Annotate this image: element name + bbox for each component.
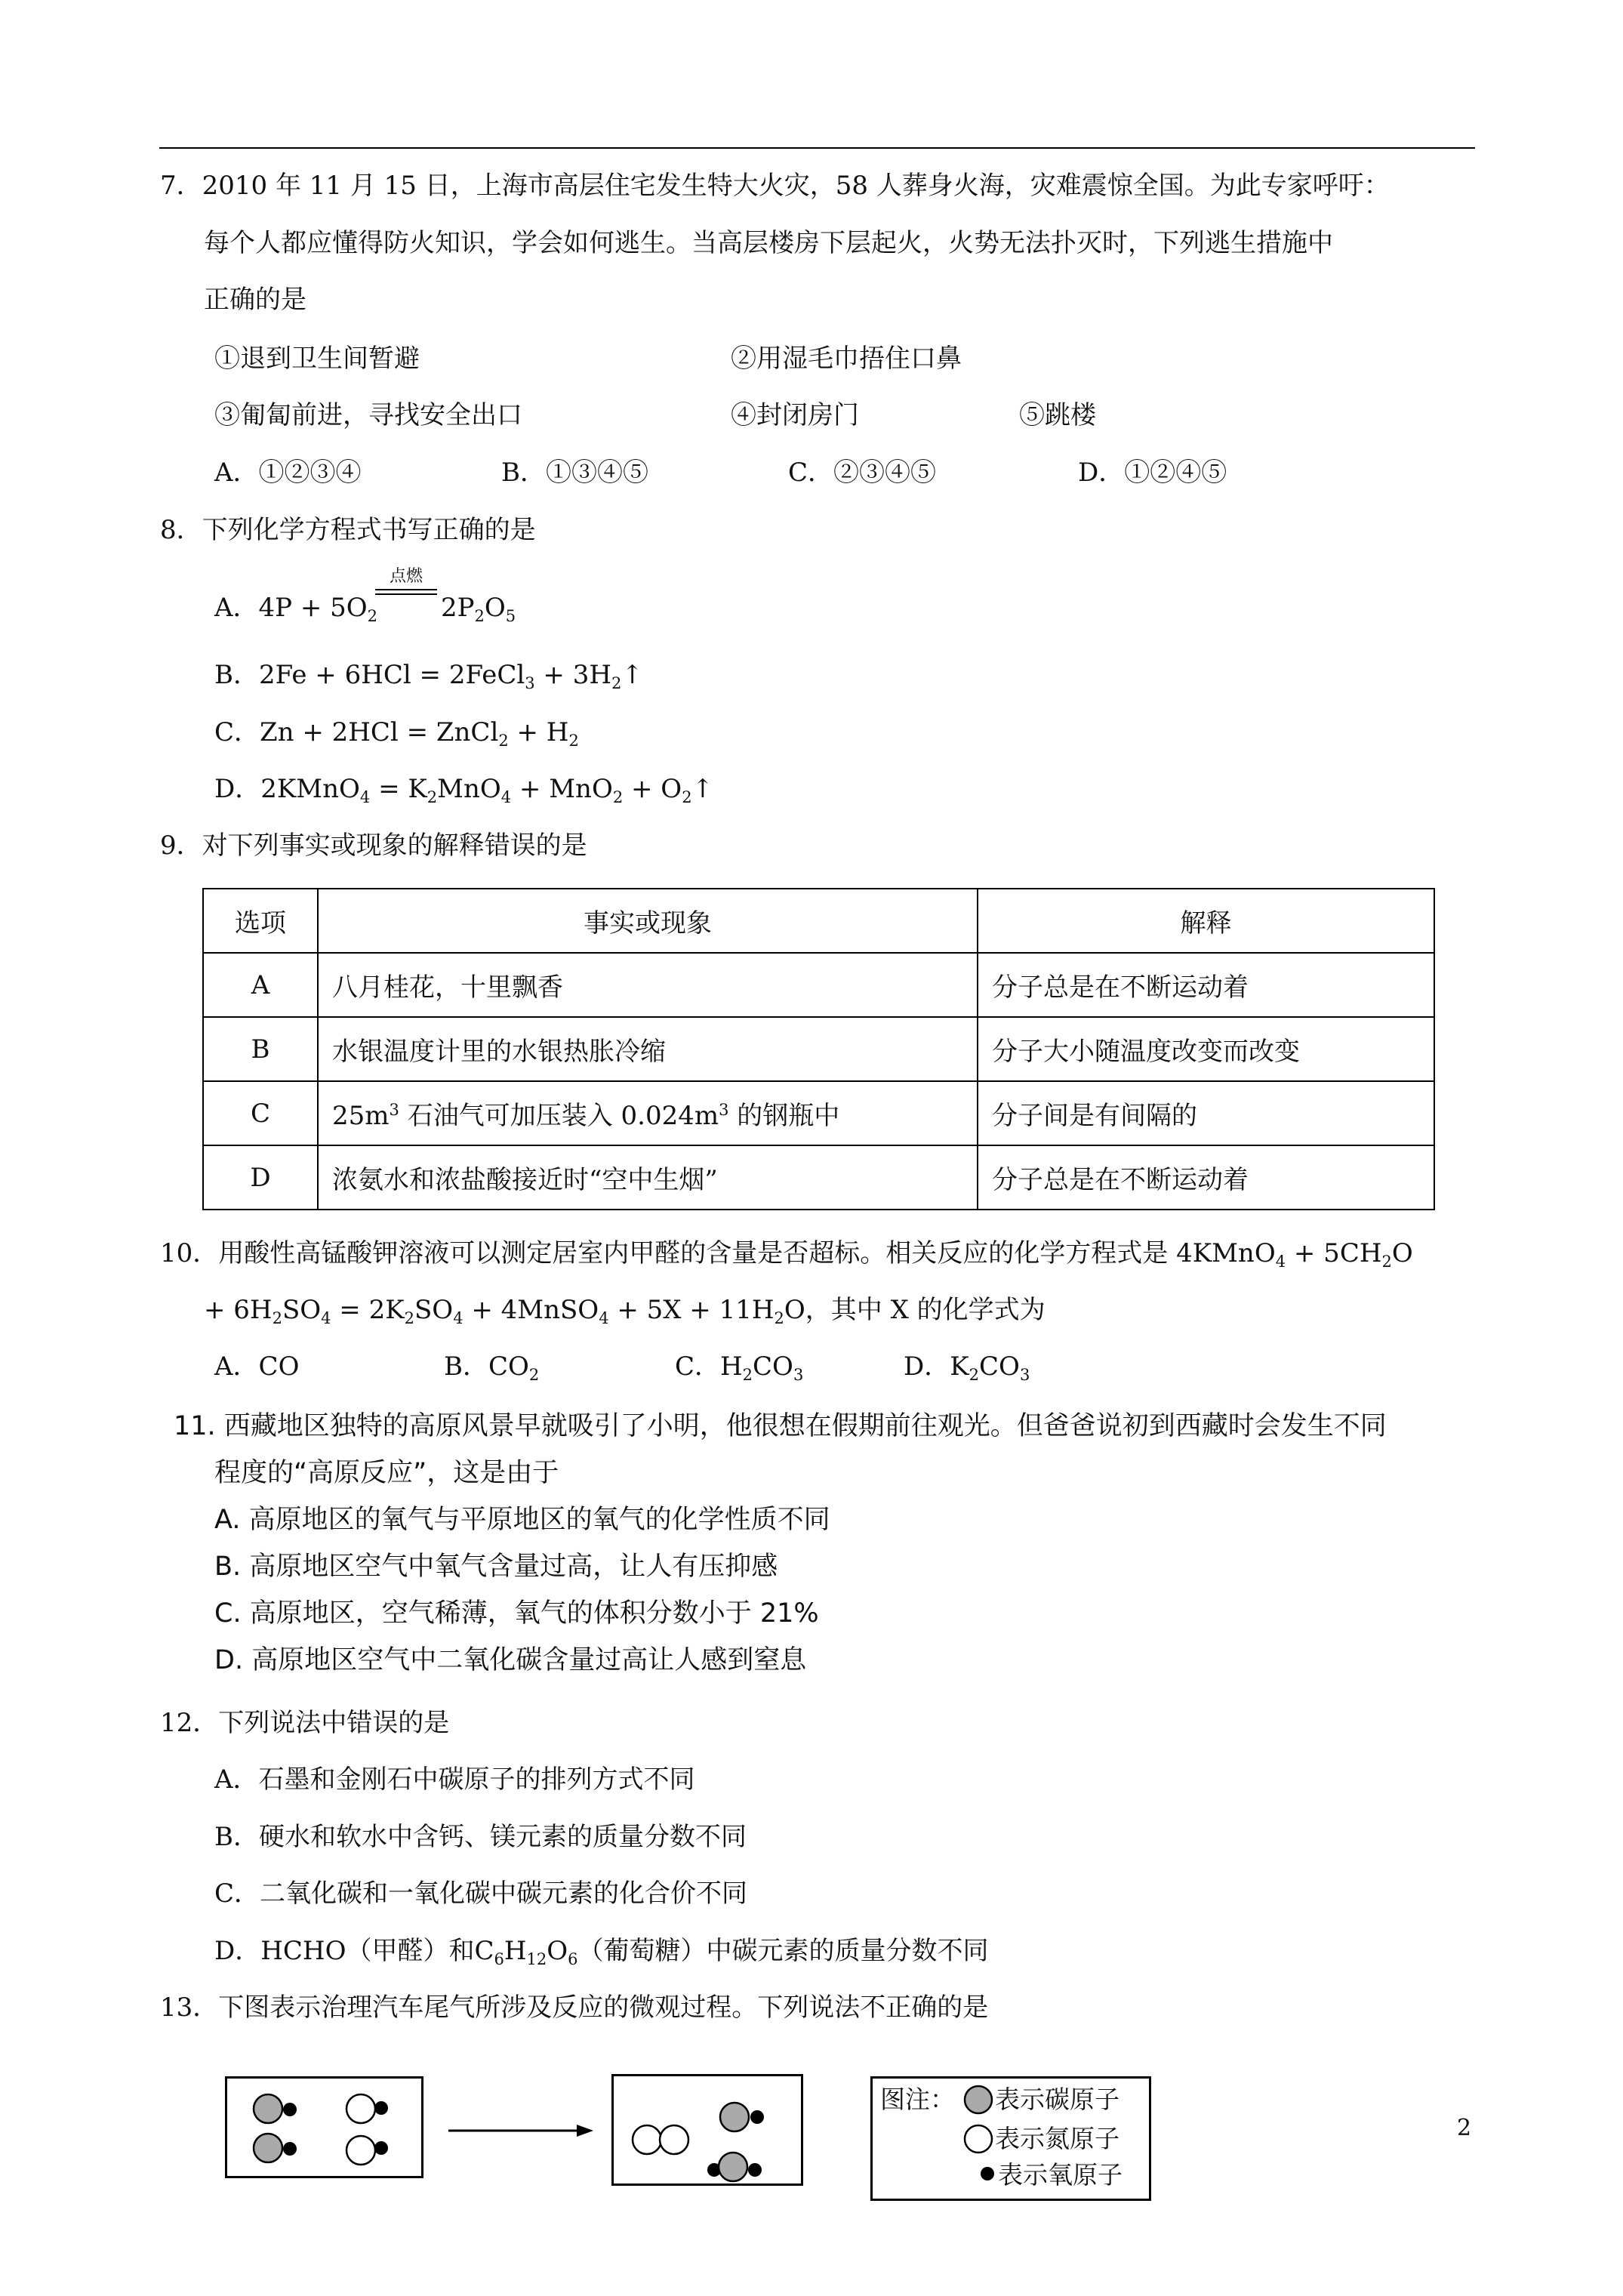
row-fact: 八月桂花，十里飘香 (318, 953, 978, 1017)
q7-option-c: C．②③④⑤ (788, 458, 937, 488)
q7-item-5: ⑤跳楼 (1019, 400, 1096, 430)
nitrogen-atom-icon (962, 2122, 995, 2156)
q11-option-d: D. 高原地区空气中二氧化碳含量过高让人感到窒息 (214, 1645, 807, 1675)
products-molecules (614, 2076, 801, 2184)
header-rule (159, 147, 1475, 149)
q11-option-c: C. 高原地区，空气稀薄，氧气的体积分数小于 21% (214, 1598, 819, 1629)
row-option: C (203, 1081, 318, 1145)
q8-option-a-product: $2P_2O_5$ (441, 593, 516, 625)
q11-stem-line2: 程度的“高原反应”，这是由于 (214, 1458, 559, 1488)
q13-stem: 13．下图表示治理汽车尾气所涉及反应的微观过程。下列说法不正确的是 (160, 1992, 989, 2023)
row-fact: 浓氨水和浓盐酸接近时“空中生烟” (318, 1145, 978, 1210)
q8-equation-line-top (375, 589, 437, 590)
q7-option-d: D．①②④⑤ (1078, 458, 1227, 488)
legend-title: 图注： (880, 2085, 955, 2114)
q12-option-d: D．HCHO（甲醛）和$C_6H_{12}O_6$（葡萄糖）中碳元素的质量分数不同 (214, 1936, 989, 1968)
header-explain: 解释 (978, 889, 1434, 953)
q11-option-b: B. 高原地区空气中氧气含量过高，让人有压抑感 (214, 1552, 778, 1582)
q9-stem: 9．对下列事实或现象的解释错误的是 (160, 831, 587, 861)
row-option: A (203, 953, 318, 1017)
legend-nitrogen: 表示氮原子 (995, 2124, 1119, 2153)
q10-option-c: C．$H_2CO_3$ (675, 1351, 804, 1384)
q8-equation-line-bottom (375, 593, 437, 595)
table-header-row (203, 889, 1434, 953)
q10-stem-line2: + $6H_2SO_4 = 2K_2SO_4$ + 4MnSO$_4$ + $5X + 11H_2O$，其中 X 的化学式为 (204, 1295, 1046, 1327)
q7-item-3: ③匍匐前进，寻找安全出口 (214, 400, 522, 430)
oxygen-atom-icon (978, 2165, 996, 2183)
q11-option-a: A. 高原地区的氧气与平原地区的氧气的化学性质不同 (214, 1505, 830, 1535)
q8-option-d: D．2KMnO$_4$ = $K_2MnO_4 + MnO_2$ + $O_2↑$ (214, 774, 714, 806)
row-explain: 分子总是在不断运动着 (978, 1145, 1434, 1210)
legend-carbon: 表示碳原子 (995, 2085, 1119, 2114)
q10-option-d: D．$K_2CO_3$ (904, 1351, 1030, 1384)
q10-option-b: B．$CO_2$ (444, 1351, 540, 1384)
table-row (203, 1081, 1434, 1145)
q7-stem-line2: 每个人都应懂得防火知识，学会如何逃生。当高层楼房下层起火，火势无法扑灭时，下列逃生措施中 (204, 228, 1333, 258)
table-row (203, 953, 1434, 1017)
q8-option-c: C．Zn + 2HCl = ZnCl$_2$ + $H_2$ (214, 717, 579, 750)
q9-table (202, 888, 1435, 1210)
q7-item-4: ④封闭房门 (731, 400, 859, 430)
row-explain: 分子总是在不断运动着 (978, 953, 1434, 1017)
q10-stem-text: 10．用酸性高锰酸钾溶液可以测定居室内甲醛的含量是否超标。相关反应的化学方程式是 (160, 1238, 1169, 1268)
q7-option-a: A．①②③④ (214, 458, 362, 488)
row-fact: $25m^3$ 石油气可加压装入 $0.024m^3$ 的钢瓶中 (318, 1081, 978, 1145)
legend-oxygen: 表示氧原子 (998, 2160, 1123, 2190)
carbon-atom-icon (962, 2083, 995, 2116)
q7-stem-line3: 正确的是 (204, 285, 306, 315)
row-explain: 分子大小随温度改变而改变 (978, 1017, 1434, 1081)
q12-d-name2: （葡萄糖）中碳元素的质量分数不同 (577, 1936, 989, 1966)
q10-option-a: A．CO (214, 1351, 300, 1382)
q8-stem: 8．下列化学方程式书写正确的是 (160, 515, 536, 545)
legend-box (870, 2076, 1151, 2201)
row-fact: 水银温度计里的水银热胀冷缩 (318, 1017, 978, 1081)
header-fact: 事实或现象 (318, 889, 978, 953)
row-option: B (203, 1017, 318, 1081)
q7-option-b: B．①③④⑤ (501, 458, 648, 488)
table-row (203, 1017, 1434, 1081)
products-box (611, 2074, 803, 2186)
q12-d-name1: （甲醛）和 (346, 1936, 475, 1966)
q11-stem-line1: 11. 西藏地区独特的高原风景早就吸引了小明，他很想在假期前往观光。但爸爸说初到西藏时会发生不同 (174, 1411, 1387, 1441)
table-row (203, 1145, 1434, 1210)
header-option: 选项 (203, 889, 318, 953)
q12-option-a: A．石墨和金刚石中碳原子的排列方式不同 (214, 1764, 695, 1795)
q7-stem-line1: 7．2010 年 11 月 15 日，上海市高层住宅发生特大火灾，58 人葬身火海，灾难震惊全国。为此专家呼吁： (160, 171, 1390, 201)
reaction-arrow-icon (445, 2122, 596, 2140)
q8-condition-label: 点燃 (389, 567, 423, 586)
row-explain: 分子间是有间隔的 (978, 1081, 1434, 1145)
row-fact-text: 石油气可加压装入 0.024m (407, 1101, 719, 1131)
reactants-box (225, 2076, 423, 2178)
q10-stem-line1: 10．用酸性高锰酸钾溶液可以测定居室内甲醛的含量是否超标。相关反应的化学方程式是 4KMnO$_4$ + $5CH_2O$ (160, 1238, 1413, 1271)
q7-item-2: ②用湿毛巾捂住口鼻 (731, 344, 962, 374)
reactants-molecules (227, 2079, 421, 2176)
q12-option-b: B．硬水和软水中含钙、镁元素的质量分数不同 (214, 1822, 747, 1852)
q8-option-b: B．2Fe + 6HCl = 2FeCl$_3$ + $3H_2↑$ (214, 660, 643, 692)
page-number: 2 (1457, 2115, 1472, 2141)
q12-option-c: C．二氧化碳和一氧化碳中碳元素的化合价不同 (214, 1878, 748, 1909)
q7-item-1: ①退到卫生间暂避 (214, 344, 420, 374)
q8-option-a: A．$4P + 5O_2$ (214, 593, 378, 625)
q12-stem: 12．下列说法中错误的是 (160, 1708, 450, 1738)
row-option: D (203, 1145, 318, 1210)
